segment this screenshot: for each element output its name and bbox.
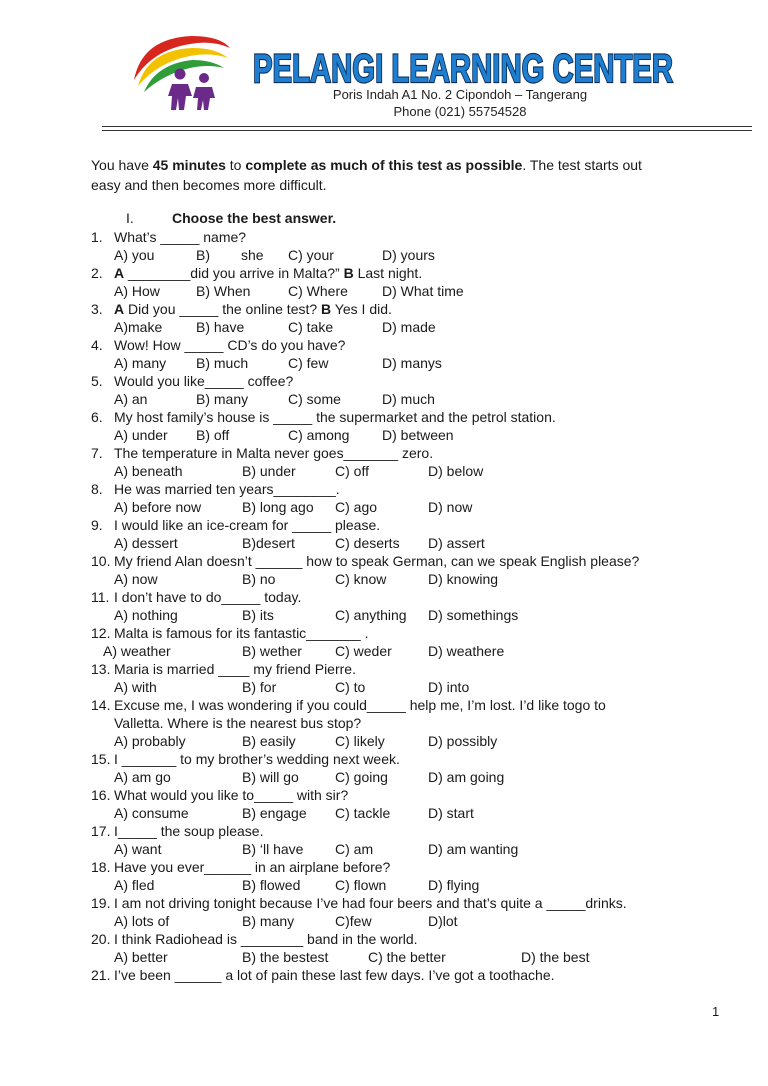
answer-option[interactable]: B) many — [196, 391, 249, 407]
question-13 — [91, 660, 731, 678]
answer-option[interactable]: D) am wanting — [428, 841, 519, 857]
question-number: 18. — [91, 859, 111, 875]
answer-option[interactable]: C) among — [288, 427, 350, 443]
question-text: Malta is famous for its fantastic_______ . — [114, 625, 369, 641]
answer-options — [91, 732, 731, 750]
answer-option[interactable]: B) — [196, 247, 210, 263]
answer-option[interactable]: A) fled — [114, 877, 155, 893]
question-text: I think Radiohead is ________ band in the world. — [114, 931, 418, 947]
answer-options — [91, 282, 731, 300]
answer-option[interactable]: A) under — [114, 427, 168, 443]
address-block — [300, 86, 620, 120]
answer-option[interactable]: A) am go — [114, 769, 171, 785]
answer-option[interactable]: C) know — [335, 571, 387, 587]
answer-options — [91, 840, 731, 858]
answer-option[interactable]: A) beneath — [114, 463, 183, 479]
header-divider-top — [102, 126, 752, 127]
question-number: 6. — [91, 409, 103, 425]
question-number: 19. — [91, 895, 111, 911]
answer-options — [91, 570, 731, 588]
question-text: A ________did you arrive in Malta?” B Last night. — [114, 265, 423, 281]
question-number: 11. — [91, 589, 110, 605]
question-number: 15. — [91, 751, 111, 767]
answer-option[interactable]: D) am going — [428, 769, 505, 785]
question-text: What would you like to_____ with sir? — [114, 787, 349, 803]
answer-option[interactable]: B) off — [196, 427, 230, 443]
answer-option[interactable]: B)desert — [242, 535, 295, 551]
answer-option[interactable]: B) much — [196, 355, 249, 371]
answer-options — [91, 606, 731, 624]
answer-option[interactable]: A) want — [114, 841, 162, 857]
answer-option[interactable]: D) assert — [428, 535, 485, 551]
question-text: Have you ever______ in an airplane before? — [114, 859, 391, 875]
answer-options — [91, 948, 731, 966]
question-text-continued: Valletta. Where is the nearest bus stop? — [114, 715, 362, 731]
answer-option[interactable]: D) somethings — [428, 607, 519, 623]
question-1 — [91, 228, 731, 246]
question-text: Wow! How _____ CD’s do you have? — [114, 337, 346, 353]
answer-option[interactable]: D) below — [428, 463, 484, 479]
answer-option[interactable]: C) deserts — [335, 535, 400, 551]
question-number: 10. — [91, 553, 111, 569]
answer-option[interactable]: D) start — [428, 805, 474, 821]
section-number: I. — [126, 210, 134, 226]
answer-option[interactable]: B) for — [242, 679, 277, 695]
question-text: Maria is married ____ my friend Pierre. — [114, 661, 356, 677]
answer-option[interactable]: D) between — [382, 427, 454, 443]
answer-option[interactable]: D) weathere — [428, 643, 505, 659]
address-line: Poris Indah A1 No. 2 Cipondoh – Tangerang — [332, 87, 588, 102]
question-14 — [91, 696, 731, 714]
question-17 — [91, 822, 731, 840]
question-number: 12. — [91, 625, 111, 641]
answer-options — [91, 534, 731, 552]
answer-option[interactable]: A) probably — [114, 733, 186, 749]
answer-options — [91, 426, 731, 444]
logo-rainbow-children — [132, 30, 232, 112]
answer-options — [91, 390, 731, 408]
answer-option[interactable]: D)lot — [428, 913, 458, 929]
question-9 — [91, 516, 731, 534]
answer-option[interactable]: B) flowed — [242, 877, 301, 893]
answer-option[interactable]: A) before now — [114, 499, 202, 515]
answer-options — [91, 768, 731, 786]
question-number: 20. — [91, 931, 111, 947]
answer-options — [91, 462, 731, 480]
answer-option[interactable]: D) flying — [428, 877, 480, 893]
answer-options — [91, 804, 731, 822]
answer-option[interactable]: C) likely — [335, 733, 385, 749]
answer-option[interactable]: D) knowing — [428, 571, 499, 587]
answer-option[interactable]: D) made — [382, 319, 436, 335]
question-20 — [91, 930, 731, 948]
answer-option[interactable]: she — [241, 247, 264, 263]
question-number: 4. — [91, 337, 103, 353]
instructions-paragraph — [91, 155, 711, 195]
answer-option[interactable]: A) with — [114, 679, 157, 695]
answer-options — [91, 642, 731, 660]
question-11 — [91, 588, 731, 606]
answer-option[interactable]: B) easily — [242, 733, 296, 749]
question-4 — [91, 336, 731, 354]
answer-options — [91, 246, 731, 264]
question-number: 3. — [91, 301, 103, 317]
answer-option[interactable]: A) dessert — [114, 535, 178, 551]
answer-option[interactable]: C) am — [335, 841, 374, 857]
answer-option[interactable]: A) now — [114, 571, 158, 587]
question-text: Excuse me, I was wondering if you could_____ help me, I’m lost. I’d like togo to — [114, 697, 606, 713]
answer-option[interactable]: A) many — [114, 355, 167, 371]
question-number: 9. — [91, 517, 103, 533]
question-21 — [91, 966, 731, 984]
question-6 — [91, 408, 731, 426]
answer-option[interactable]: A)make — [114, 319, 163, 335]
question-text: I would like an ice-cream for _____ please. — [114, 517, 381, 533]
answer-option[interactable]: D) manys — [382, 355, 442, 371]
question-text: I_____ the soup please. — [114, 823, 264, 839]
question-number: 16. — [91, 787, 111, 803]
answer-option[interactable]: A) weather — [103, 643, 171, 659]
answer-option[interactable]: C) anything — [335, 607, 407, 623]
answer-option[interactable]: A) How — [114, 283, 160, 299]
instructions-line-1: You have 45 minutes to complete as much of this test as possible. The test starts out — [91, 157, 642, 173]
question-text: I _______ to my brother’s wedding next week. — [114, 751, 400, 767]
answer-option[interactable]: B) engage — [242, 805, 307, 821]
answer-option[interactable]: A) you — [114, 247, 155, 263]
question-text: A Did you _____ the online test? B Yes I did. — [114, 301, 392, 317]
answer-option[interactable]: C) going — [335, 769, 388, 785]
answer-option[interactable]: C) weder — [335, 643, 392, 659]
section-heading — [126, 210, 336, 226]
question-number: 21. — [91, 967, 111, 983]
question-number: 13. — [91, 661, 111, 677]
answer-option[interactable]: A) better — [114, 949, 168, 965]
question-text: I am not driving tonight because I’ve had four beers and that’s quite a _____drinks. — [114, 895, 627, 911]
question-12 — [91, 624, 731, 642]
answer-option[interactable]: C) few — [288, 355, 329, 371]
question-3 — [91, 300, 731, 318]
answer-option[interactable]: C) Where — [288, 283, 348, 299]
question-number: 2. — [91, 265, 103, 281]
question-10 — [91, 552, 731, 570]
question-text: Would you like_____ coffee? — [114, 373, 294, 389]
answer-option[interactable]: A) an — [114, 391, 148, 407]
question-8 — [91, 480, 731, 498]
answer-option[interactable]: B) wether — [242, 643, 302, 659]
answer-option[interactable]: B) under — [242, 463, 296, 479]
question-number: 17. — [91, 823, 111, 839]
question-number: 8. — [91, 481, 103, 497]
answer-option[interactable]: A) consume — [114, 805, 189, 821]
answer-option[interactable]: A) nothing — [114, 607, 178, 623]
answer-options — [91, 498, 731, 516]
question-15 — [91, 750, 731, 768]
answer-option[interactable]: C) some — [288, 391, 341, 407]
answer-option[interactable]: C) ago — [335, 499, 378, 515]
question-2 — [91, 264, 731, 282]
answer-option[interactable]: D) yours — [382, 247, 435, 263]
question-text: I’ve been ______ a lot of pain these last few days. I’ve got a toothache. — [114, 967, 555, 983]
answer-option[interactable]: B) the bestest — [242, 949, 329, 965]
answer-option[interactable]: B) When — [196, 283, 251, 299]
instructions-line-2: easy and then becomes more difficult. — [91, 177, 327, 193]
question-number: 14. — [91, 697, 111, 713]
question-text: The temperature in Malta never goes_______ zero. — [114, 445, 434, 461]
question-text: He was married ten years________. — [114, 481, 340, 497]
answer-options — [91, 912, 731, 930]
answer-option[interactable]: D) now — [428, 499, 473, 515]
question-text: My friend Alan doesn’t ______ how to speak German, can we speak English please? — [114, 553, 640, 569]
brand-title-text: PELANGI LEARNING CENTER — [253, 47, 674, 91]
answer-option[interactable]: A) lots of — [114, 913, 170, 929]
answer-option[interactable]: C) take — [288, 319, 334, 335]
phone-line: Phone (021) 55754528 — [393, 104, 527, 119]
answer-option[interactable]: C) tackle — [335, 805, 391, 821]
answer-option[interactable]: D) into — [428, 679, 470, 695]
question-text: What’s _____ name? — [114, 229, 247, 245]
answer-option[interactable]: B) will go — [242, 769, 299, 785]
answer-option[interactable]: B) many — [242, 913, 295, 929]
question-text: I don’t have to do_____ today. — [114, 589, 302, 605]
answer-option[interactable]: B) its — [242, 607, 274, 623]
question-list — [91, 228, 731, 984]
answer-option[interactable]: D) possibly — [428, 733, 498, 749]
question-16 — [91, 786, 731, 804]
answer-option[interactable]: C) your — [288, 247, 334, 263]
answer-option[interactable]: C)few — [335, 913, 372, 929]
answer-options — [91, 876, 731, 894]
section-title: Choose the best answer. — [172, 210, 337, 226]
answer-option[interactable]: B) long ago — [242, 499, 314, 515]
page-number: 1 — [712, 1004, 720, 1019]
answer-option[interactable]: B) no — [242, 571, 276, 587]
answer-option[interactable]: D) What time — [382, 283, 464, 299]
answer-option[interactable]: D) much — [382, 391, 435, 407]
answer-option[interactable]: C) the better — [368, 949, 446, 965]
header-divider-bottom — [102, 130, 752, 131]
answer-option[interactable]: B) have — [196, 319, 245, 335]
answer-option[interactable]: D) the best — [521, 949, 590, 965]
answer-option[interactable]: B) ‘ll have — [242, 841, 304, 857]
question-number: 7. — [91, 445, 103, 461]
question-7 — [91, 444, 731, 462]
question-5 — [91, 372, 731, 390]
question-19 — [91, 894, 731, 912]
answer-option[interactable]: C) to — [335, 679, 366, 695]
answer-options — [91, 318, 731, 336]
answer-options — [91, 678, 731, 696]
question-number: 1. — [91, 229, 103, 245]
question-18 — [91, 858, 731, 876]
question-number: 5. — [91, 373, 103, 389]
question-text: My host family’s house is _____ the supermarket and the petrol station. — [114, 409, 556, 425]
answer-option[interactable]: C) off — [335, 463, 369, 479]
answer-option[interactable]: C) flown — [335, 877, 387, 893]
answer-options — [91, 354, 731, 372]
